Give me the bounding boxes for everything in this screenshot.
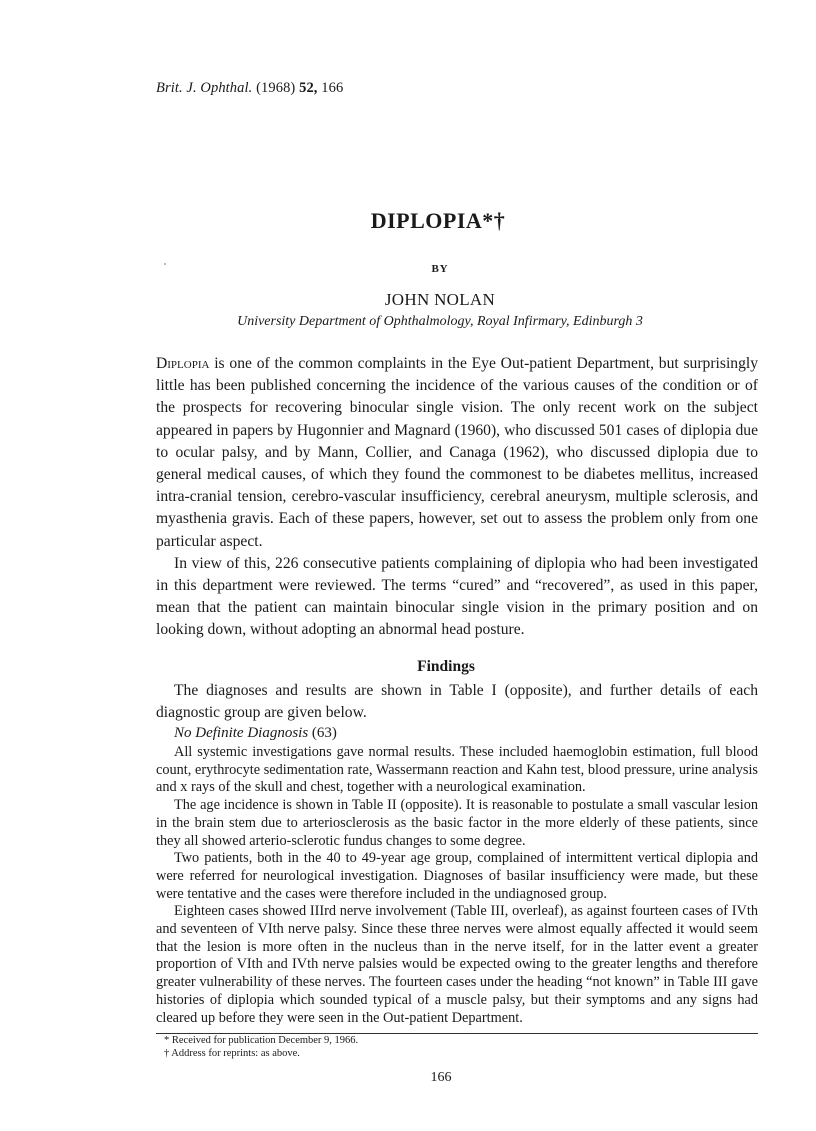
footnote-received: * Received for publication December 9, 1966. bbox=[164, 1035, 359, 1046]
lead-word: Diplopia bbox=[156, 355, 210, 372]
subsection-body bbox=[156, 744, 758, 1027]
intro-paragraph-1 bbox=[156, 353, 758, 553]
article-title: DIPLOPIA*† bbox=[370, 208, 506, 233]
author-affiliation: University Department of Ophthalmology, Royal Infirmary, Edinburgh 3 bbox=[237, 314, 643, 329]
introduction bbox=[156, 353, 758, 642]
journal-name: Brit. J. Ophthal. bbox=[156, 80, 253, 96]
subsection-paragraph: Two patients, both in the 40 to 49-year age group, complained of intermittent vertical diplopia and were referred for neurological investigation. Diagnoses of basilar insufficiency were made, but these were tentative and the cases were therefore included in the undiagnosed group. bbox=[156, 850, 758, 902]
section-heading-findings: Findings bbox=[417, 658, 475, 675]
findings-paragraph-1: The diagnoses and results are shown in Table I (opposite), and further details of each diagnostic group are given below. bbox=[156, 682, 758, 721]
journal-year: (1968) bbox=[256, 80, 296, 96]
journal-citation bbox=[156, 80, 343, 97]
subsection-paragraph: All systemic investigations gave normal results. These included haemoglobin estimation, full blood count, erythrocyte sedimentation rate, Wassermann reaction and Kahn test, blood pressure, urine analysis and x rays of the skull and chest, together with a neurological examination. bbox=[156, 744, 758, 796]
journal-volume: 52, bbox=[299, 80, 318, 96]
journal-page: 166 bbox=[321, 80, 344, 96]
author-name: JOHN NOLAN bbox=[384, 290, 496, 309]
page-number: 166 bbox=[430, 1070, 452, 1085]
footnote-reprints: † Address for reprints: as above. bbox=[164, 1047, 300, 1059]
subsection-count: (63) bbox=[311, 725, 337, 741]
intro-paragraph-2: In view of this, 226 consecutive patients complaining of diplopia who had been investigated in this department were reviewed. The terms “cured” and “recovered”, as used in this paper, mean that the patient can maintain binocular single vision in the primary position and on looking down, without adopting an abnormal head posture. bbox=[156, 554, 758, 639]
footnotes bbox=[164, 1035, 358, 1060]
subsection-heading bbox=[174, 725, 337, 742]
findings-intro bbox=[156, 680, 758, 723]
subsection-paragraph: The age incidence is shown in Table II (opposite). It is reasonable to postulate a small vascular lesion in the brain stem due to arteriosclerosis as the basic factor in the more elderly of these patients, since they all showed arterio-sclerotic fundus changes to some degree. bbox=[156, 797, 758, 849]
byline: BY bbox=[431, 263, 449, 275]
intro-paragraph-1-text: is one of the common complaints in the Eye Out-patient Department, but surprisingly little has been published concerning the incidence of the various causes of the condition or of the prospects for recovering binocular single vision. The only recent work on the subject appeared in papers by Hugonnier and Magnard (1960), who discussed 501 cases of diplopia due to ocular palsy, and by Mann, Collier, and Canaga (1962), who discussed diplopia due to general medical causes, of which they found the commonest to be diabetes mellitus, increased intra-cranial tension, cerebro-vascular insufficiency, cerebral aneurysm, multiple sclerosis, and myasthenia gravis. Each of these papers, however, set out to assess the problem only from one particular aspect. bbox=[156, 355, 758, 550]
footnote-divider bbox=[156, 1033, 758, 1034]
subsection-paragraph: Eighteen cases showed IIIrd nerve involvement (Table III, overleaf), as against fourteen cases of IVth and seventeen of VIth nerve palsy. Since these three nerves were almost equally affected it would seem that the lesion is more often in the nucleus than in the nerve itself, for in the latter event a greater proportion of VIth and IVth nerve palsies would be expected owing to the greater lengths and therefore greater vulnerability of these nerves. The fourteen cases under the heading “not known” in Table III gave histories of diplopia which sounded typical of a muscle palsy, but their symptoms and any signs had cleared up before they were seen in the Out-patient Department. bbox=[156, 903, 758, 1026]
subsection-title: No Definite Diagnosis bbox=[174, 725, 309, 741]
